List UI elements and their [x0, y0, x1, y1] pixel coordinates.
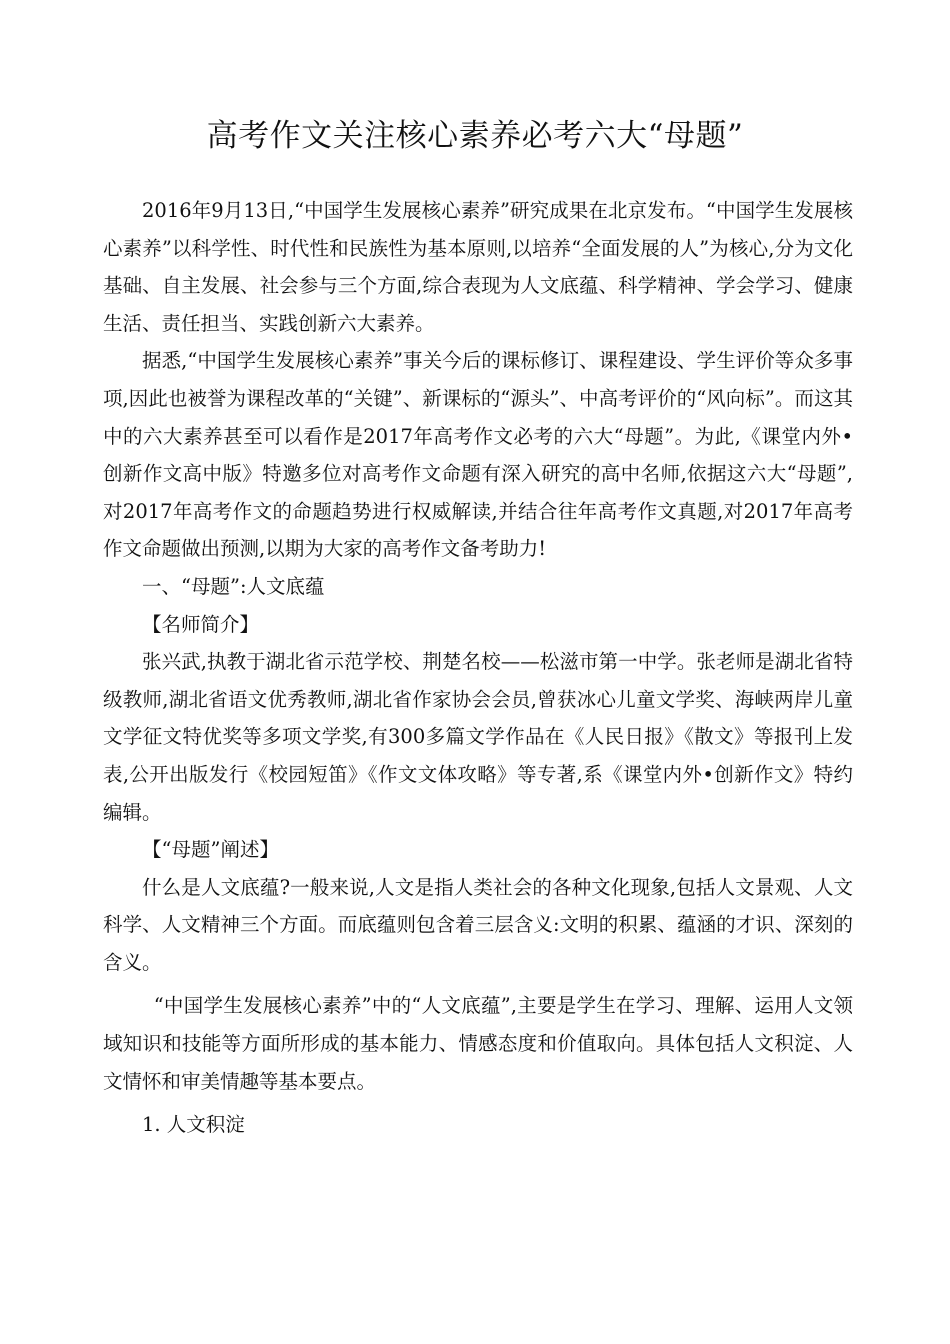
paragraph-definition: 什么是人文底蕴?一般来说,人文是指人类社会的各种文化现象,包括人文景观、人文科学、人文精神三个方面。而底蕴则包含着三层含义:文明的积累、蕴涵的才识、深刻的含义。 — [103, 875, 853, 974]
paragraph-background: 据悉,“中国学生发展核心素养”事关今后的课标修订、课程建设、学生评价等众多事项,因此也被誉为课程改革的“关键”、新课标的“源头”、中高考评价的“风向标”。而这其中的六大素养甚至可以看作是2017年高考作文必考的六大“母题”。为此,《课堂内外•创新作文高中版》特邀多位对高考作文命题有深入研究的高中名师,依据这六大“母题”,对2017年高考作文的命题趋势进行权威解读,并结合往年高考作文真题,对2017年高考作文命题做出预测,以期为大家的高考作文备考助力! — [103, 349, 853, 561]
section-heading-humanities: 一、“母题”:人文底蕴 — [142, 574, 325, 598]
subheading-teacher-intro: 【名师简介】 — [142, 612, 260, 636]
paragraph-teacher-bio: 张兴武,执教于湖北省示范学校、荆楚名校——松滋市第一中学。张老师是湖北省特级教师,湖北省语文优秀教师,湖北省作家协会会员,曾获冰心儿童文学奖、海峡两岸儿童文学征文特优奖等多项文学奖,有300多篇文学作品在《人民日报》《散文》等报刊上发表,公开出版发行《校园短笛》《作文文体攻略》等专著,系《课堂内外•创新作文》特约编辑。 — [103, 650, 853, 824]
paragraph-core-literacy: “中国学生发展核心素养”中的“人文底蕴”,主要是学生在学习、理解、运用人文领域知识和技能等方面所形成的基本能力、情感态度和价值取向。具体包括人文积淀、人文情怀和审美情趣等基本要点。 — [103, 994, 853, 1093]
paragraph-intro: 2016年9月13日,“中国学生发展核心素养”研究成果在北京发布。“中国学生发展核心素养”以科学性、时代性和民族性为基本原则,以培养“全面发展的人”为核心,分为文化基础、自主发展、社会参与三个方面,综合表现为人文底蕴、科学精神、学会学习、健康生活、责任担当、实践创新六大素养。 — [103, 199, 853, 335]
list-item-heading: 1. 人文积淀 — [142, 1113, 245, 1137]
document-body — [103, 192, 853, 1144]
subheading-topic-explanation: 【“母题”阐述】 — [142, 838, 279, 862]
document-title: 高考作文关注核心素养必考六大“母题” — [206, 118, 744, 154]
